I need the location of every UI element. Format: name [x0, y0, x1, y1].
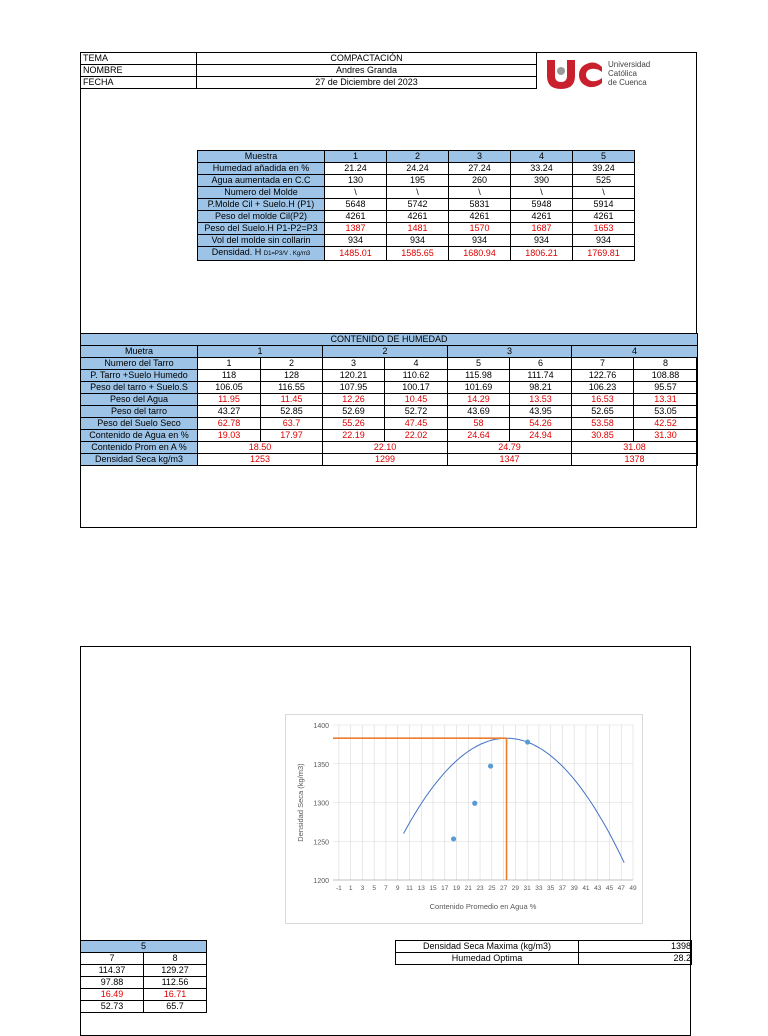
table-cell: 5948 — [511, 199, 573, 211]
table-cell: 4261 — [387, 211, 449, 223]
compaction-row — [198, 175, 635, 187]
x-tick-label: 5 — [372, 885, 376, 892]
moisture-group-header: 1 — [198, 346, 323, 358]
table-cell: 13.53 — [510, 394, 572, 406]
table-cell: 22.10 — [323, 442, 448, 454]
moisture-dry-density-row — [81, 454, 698, 466]
table-cell: 52.65 — [572, 406, 634, 418]
table-cell: 1687 — [511, 223, 573, 235]
row-label — [198, 247, 325, 261]
table-cell: 4 — [385, 358, 448, 370]
moisture-row — [81, 418, 698, 430]
fragment-row — [81, 977, 207, 989]
x-tick-label: 27 — [499, 885, 508, 892]
table-cell: 108.88 — [634, 370, 698, 382]
table-cell: 18.50 — [198, 442, 323, 454]
table-cell: \ — [573, 187, 635, 199]
table-cell: 1806.21 — [511, 247, 573, 261]
density-label-formula: D1=P3/V . Kg/m3 — [263, 251, 311, 257]
table-cell: 24.24 — [387, 163, 449, 175]
row-label: Peso del Suelo.H P1-P2=P3 — [198, 223, 325, 235]
row-label: Peso del Agua — [81, 394, 198, 406]
logo-text-line: Católica — [608, 69, 637, 78]
table-cell: 107.95 — [323, 382, 385, 394]
table-cell: 1680.94 — [449, 247, 511, 261]
compaction-density-row — [198, 247, 635, 261]
row-label: Numero del Molde — [198, 187, 325, 199]
x-tick-label: 21 — [464, 885, 472, 892]
header-label: NOMBRE — [81, 65, 197, 77]
table-cell: 16.53 — [572, 394, 634, 406]
compaction-chart — [286, 715, 642, 923]
x-tick-label: 47 — [617, 885, 625, 892]
data-point — [472, 801, 477, 806]
table-cell: 4261 — [573, 211, 635, 223]
x-tick-label: 39 — [570, 885, 578, 892]
header-value: 27 de Diciembre del 2023 — [197, 77, 537, 89]
row-label: Peso del tarro — [81, 406, 198, 418]
table-cell: 120.21 — [323, 370, 385, 382]
table-cell: \ — [387, 187, 449, 199]
table-cell: 11.95 — [198, 394, 261, 406]
table-cell: 122.76 — [572, 370, 634, 382]
table-cell: 14.29 — [448, 394, 510, 406]
table-cell: 16.71 — [144, 989, 207, 1001]
moisture-title: CONTENIDO DE HUMEDAD — [81, 334, 698, 346]
table-cell: 390 — [511, 175, 573, 187]
table-cell: 934 — [573, 235, 635, 247]
table-cell: 1253 — [198, 454, 323, 466]
moisture-row — [81, 394, 698, 406]
table-cell: 115.98 — [448, 370, 510, 382]
table-cell: 13.31 — [634, 394, 698, 406]
table-cell: 16.49 — [81, 989, 144, 1001]
x-tick-label: 25 — [488, 885, 496, 892]
compaction-col-header: 1 — [325, 151, 387, 163]
header-info-table — [80, 52, 537, 89]
table-cell: 110.62 — [385, 370, 448, 382]
table-cell: 98.21 — [510, 382, 572, 394]
table-cell: 24.79 — [448, 442, 572, 454]
table-cell: 4261 — [325, 211, 387, 223]
table-cell: 100.17 — [385, 382, 448, 394]
y-tick-label: 1250 — [313, 839, 329, 847]
table-cell: 1387 — [325, 223, 387, 235]
x-tick-label: 43 — [594, 885, 602, 892]
table-cell: 934 — [449, 235, 511, 247]
moisture-group-header: 3 — [448, 346, 572, 358]
compaction-row — [198, 211, 635, 223]
fragment-table — [80, 940, 207, 1013]
x-tick-label: 29 — [511, 885, 519, 892]
fragment-row — [81, 965, 207, 977]
table-cell: 53.58 — [572, 418, 634, 430]
table-cell: 128 — [261, 370, 323, 382]
row-label: Peso del tarro + Suelo.S — [81, 382, 198, 394]
x-tick-label: 15 — [429, 885, 437, 892]
header-row-tema — [81, 53, 537, 65]
table-cell: 1378 — [572, 454, 698, 466]
row-label: Peso del molde Cil(P2) — [198, 211, 325, 223]
table-cell: 5648 — [325, 199, 387, 211]
table-cell: 3 — [323, 358, 385, 370]
table-cell: 54.26 — [510, 418, 572, 430]
data-point — [451, 836, 456, 841]
compaction-table — [197, 150, 635, 261]
table-cell: 43.27 — [198, 406, 261, 418]
table-cell: 52.73 — [81, 1001, 144, 1013]
results-value: 28.2 — [579, 953, 692, 965]
table-cell: 112.56 — [144, 977, 207, 989]
table-cell: 5742 — [387, 199, 449, 211]
table-cell: 5914 — [573, 199, 635, 211]
x-tick-label: 17 — [441, 885, 449, 892]
table-cell: 1653 — [573, 223, 635, 235]
table-cell: 95.57 — [634, 382, 698, 394]
moisture-row — [81, 358, 698, 370]
moisture-group-label: Muetra — [81, 346, 198, 358]
y-axis-title: Densidad Seca (kg/m3) — [296, 763, 305, 842]
moisture-row — [81, 382, 698, 394]
moisture-table — [80, 333, 698, 466]
uc-logo-icon — [544, 57, 606, 91]
table-cell: 97.88 — [81, 977, 144, 989]
x-tick-label: 49 — [629, 885, 637, 892]
row-label: Humedad añadida en % — [198, 163, 325, 175]
x-tick-label: 33 — [535, 885, 543, 892]
table-cell: 52.72 — [385, 406, 448, 418]
table-cell: 27.24 — [449, 163, 511, 175]
compaction-col-header: 5 — [573, 151, 635, 163]
table-cell: 6 — [510, 358, 572, 370]
x-tick-label: 9 — [395, 885, 400, 892]
x-tick-label: 11 — [406, 885, 413, 892]
row-label: Densidad Seca kg/m3 — [81, 454, 198, 466]
results-value: 1398 — [579, 941, 692, 953]
table-cell: 24.64 — [448, 430, 510, 442]
compaction-row — [198, 223, 635, 235]
table-cell: 42.52 — [634, 418, 698, 430]
compaction-col-header: 3 — [449, 151, 511, 163]
x-tick-label: 31 — [523, 885, 531, 892]
table-cell: 5831 — [449, 199, 511, 211]
table-cell: 1299 — [323, 454, 448, 466]
table-cell: 116.55 — [261, 382, 323, 394]
compaction-col-header: 4 — [511, 151, 573, 163]
compaction-row — [198, 199, 635, 211]
row-label: Contenido de Agua en % — [81, 430, 198, 442]
table-cell: 21.24 — [325, 163, 387, 175]
row-label: Vol del molde sin collarin — [198, 235, 325, 247]
x-tick-label: 13 — [417, 885, 425, 892]
university-logo — [544, 57, 674, 91]
table-cell: 10.45 — [385, 394, 448, 406]
table-cell: 525 — [573, 175, 635, 187]
table-cell: 43.95 — [510, 406, 572, 418]
fragment-header: 5 — [81, 941, 207, 953]
table-cell: 19.03 — [198, 430, 261, 442]
row-label: Numero del Tarro — [81, 358, 198, 370]
logo-text-line: de Cuenca — [608, 78, 647, 87]
results-label: Humedad Optima — [396, 953, 579, 965]
x-axis-title: Contenido Promedio en Agua % — [429, 902, 537, 911]
table-cell: 63.7 — [261, 418, 323, 430]
table-cell: 31.30 — [634, 430, 698, 442]
header-value: COMPACTACIÓN — [197, 53, 537, 65]
row-label: P.Molde Cil + Suelo.H (P1) — [198, 199, 325, 211]
row-label: P. Tarro +Suelo Humedo — [81, 370, 198, 382]
moisture-group-header: 2 — [323, 346, 448, 358]
table-cell: 106.05 — [198, 382, 261, 394]
x-tick-label: 41 — [582, 885, 590, 892]
results-label: Densidad Seca Maxima (kg/m3) — [396, 941, 579, 953]
header-right-top-rule — [536, 52, 697, 53]
row-label: Contenido Prom en A % — [81, 442, 198, 454]
table-cell: 22.02 — [385, 430, 448, 442]
table-cell: 260 — [449, 175, 511, 187]
table-cell: 17.97 — [261, 430, 323, 442]
moisture-row — [81, 370, 698, 382]
moisture-title-row — [81, 334, 698, 346]
table-cell: 24.94 — [510, 430, 572, 442]
table-cell: 114.37 — [81, 965, 144, 977]
table-cell: 2 — [261, 358, 323, 370]
x-tick-label: -1 — [335, 885, 342, 892]
table-cell: 5 — [448, 358, 510, 370]
table-cell: 4261 — [449, 211, 511, 223]
table-cell: 43.69 — [448, 406, 510, 418]
table-cell: 1585.65 — [387, 247, 449, 261]
table-cell: 1481 — [387, 223, 449, 235]
table-cell: 129.27 — [144, 965, 207, 977]
y-tick-label: 1300 — [313, 800, 329, 808]
table-cell: 33.24 — [511, 163, 573, 175]
table-cell: \ — [325, 187, 387, 199]
logo-text — [608, 60, 650, 87]
table-cell: 52.69 — [323, 406, 385, 418]
table-cell: 934 — [325, 235, 387, 247]
moisture-group-header: 4 — [572, 346, 698, 358]
fragment-row — [81, 1001, 207, 1013]
x-tick-label: 35 — [547, 885, 555, 892]
results-table — [395, 940, 692, 965]
row-label: Agua aumentada en C.C — [198, 175, 325, 187]
table-cell: 65.7 — [144, 1001, 207, 1013]
x-tick-label: 23 — [476, 885, 484, 892]
moisture-row — [81, 430, 698, 442]
table-cell: 130 — [325, 175, 387, 187]
table-cell: 934 — [511, 235, 573, 247]
x-tick-label: 37 — [558, 885, 567, 892]
x-tick-label: 3 — [360, 885, 365, 892]
table-cell: 195 — [387, 175, 449, 187]
moisture-group-row — [81, 346, 698, 358]
results-row — [396, 953, 692, 965]
y-tick-label: 1200 — [313, 878, 329, 885]
table-cell: 1 — [198, 358, 261, 370]
table-cell: 30.85 — [572, 430, 634, 442]
header-label: FECHA — [81, 77, 197, 89]
table-cell: 39.24 — [573, 163, 635, 175]
table-cell: 7 — [81, 953, 144, 965]
table-cell: 111.74 — [510, 370, 572, 382]
row-label: Peso del Suelo Seco — [81, 418, 198, 430]
table-cell: 101.69 — [448, 382, 510, 394]
table-cell: 22.19 — [323, 430, 385, 442]
table-cell: 1485.01 — [325, 247, 387, 261]
logo-text-line: Universidad — [608, 60, 651, 69]
compaction-row — [198, 163, 635, 175]
results-row — [396, 941, 692, 953]
table-cell: \ — [449, 187, 511, 199]
header-row-nombre — [81, 65, 537, 77]
table-cell: 8 — [634, 358, 698, 370]
table-cell: 58 — [448, 418, 510, 430]
data-point — [525, 739, 530, 744]
density-label: Densidad. H — [211, 247, 262, 257]
table-cell: 11.45 — [261, 394, 323, 406]
chart-area — [285, 714, 643, 924]
y-tick-label: 1350 — [313, 761, 329, 769]
y-tick-label: 1400 — [313, 723, 329, 730]
x-tick-label: 19 — [452, 885, 461, 892]
table-cell: 1570 — [449, 223, 511, 235]
header-row-fecha — [81, 77, 537, 89]
table-cell: 118 — [198, 370, 261, 382]
moisture-avg-row — [81, 442, 698, 454]
x-tick-label: 1 — [348, 885, 353, 892]
fragment-row — [81, 989, 207, 1001]
x-tick-label: 45 — [605, 885, 614, 892]
table-cell: 52.85 — [261, 406, 323, 418]
data-point — [488, 763, 493, 768]
table-cell: 1769.81 — [573, 247, 635, 261]
table-cell: 4261 — [511, 211, 573, 223]
moisture-row — [81, 406, 698, 418]
fragment-header-row — [81, 941, 207, 953]
table-cell: 934 — [387, 235, 449, 247]
table-cell: 47.45 — [385, 418, 448, 430]
trend-curve — [404, 738, 625, 863]
table-cell: 55.26 — [323, 418, 385, 430]
table-cell: 7 — [572, 358, 634, 370]
header-value: Andres Granda — [197, 65, 537, 77]
table-cell: 106.23 — [572, 382, 634, 394]
compaction-col-header: 2 — [387, 151, 449, 163]
x-tick-label: 7 — [384, 885, 388, 892]
compaction-row — [198, 235, 635, 247]
table-cell: \ — [511, 187, 573, 199]
compaction-header-row — [198, 151, 635, 163]
table-cell: 8 — [144, 953, 207, 965]
compaction-header-label: Muestra — [198, 151, 325, 163]
table-cell: 12.26 — [323, 394, 385, 406]
table-cell: 62.78 — [198, 418, 261, 430]
compaction-row — [198, 187, 635, 199]
table-cell: 53.05 — [634, 406, 698, 418]
header-label: TEMA — [81, 53, 197, 65]
table-cell: 1347 — [448, 454, 572, 466]
fragment-row — [81, 953, 207, 965]
table-cell: 31.08 — [572, 442, 698, 454]
